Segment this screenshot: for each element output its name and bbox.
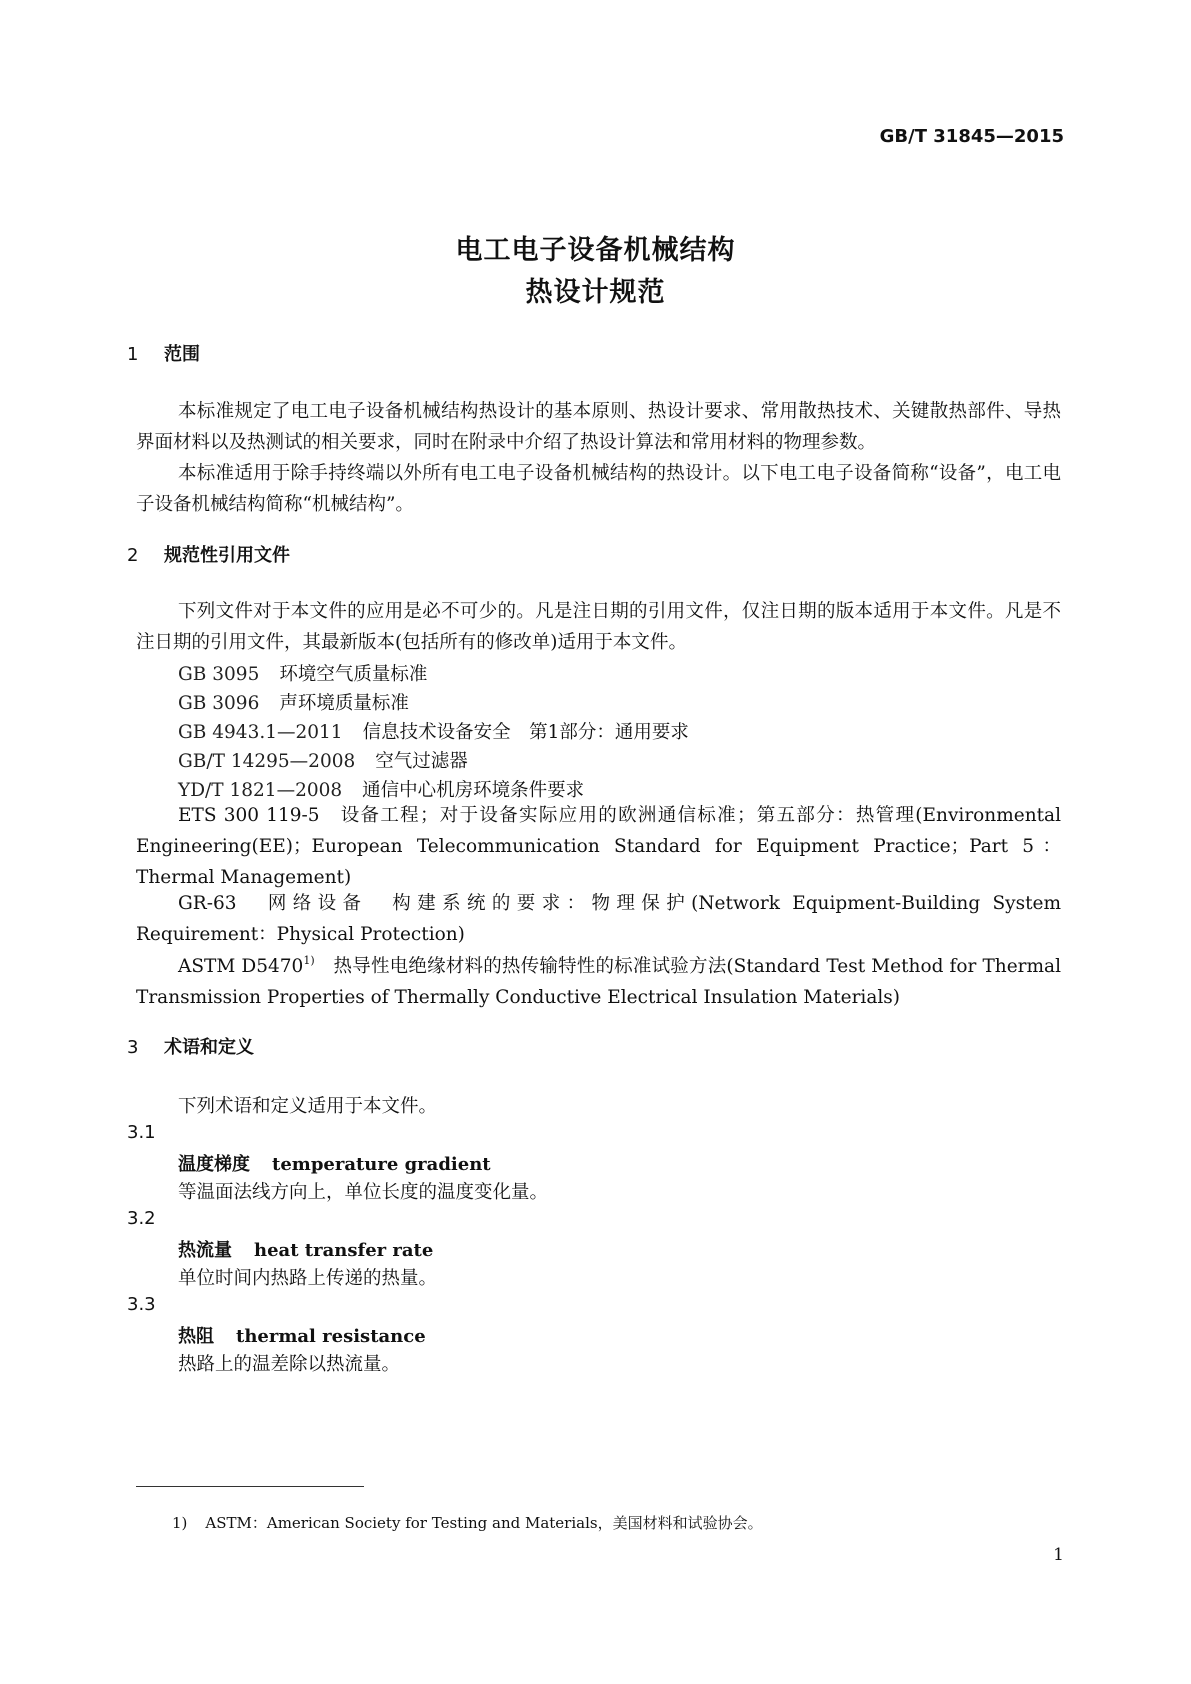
reference-title: 通信中心机房环境条件要求 (362, 780, 585, 801)
term-cn: 热流量 (178, 1240, 232, 1261)
section-number: 3 (127, 1037, 139, 1058)
document-title-line-2: 热设计规范 (525, 277, 666, 308)
reference-code: GB 3095 (178, 664, 260, 685)
section-1-heading (127, 340, 200, 366)
terms-intro: 下列术语和定义适用于本文件。 (178, 1096, 438, 1117)
reference-title: 信息技术设备安全 第1部分：通用要求 (362, 722, 689, 743)
footnote-text: ASTM：American Society for Testing and Materials，美国材料和试验协会。 (205, 1514, 763, 1532)
reference-code: ETS 300 119-5 (178, 805, 320, 826)
section-title: 术语和定义 (164, 1037, 254, 1058)
term-cn: 温度梯度 (178, 1154, 250, 1175)
reference-code: GR-63 (178, 893, 237, 914)
term-number: 3.2 (127, 1208, 156, 1229)
reference-code: GB 3096 (178, 693, 260, 714)
document-title-line-1: 电工电子设备机械结构 (455, 235, 736, 266)
footnote-marker: 1) (303, 954, 315, 967)
term-definition: 单位时间内热路上传递的热量。 (178, 1268, 438, 1289)
term-number: 3.3 (127, 1294, 156, 1315)
section-3-heading (127, 1033, 254, 1059)
scope-paragraph-1: 本标准规定了电工电子设备机械结构热设计的基本原则、热设计要求、常用散热技术、关键散热部件、导热界面材料以及热测试的相关要求，同时在附录中介绍了热设计算法和常用材料的物理参数。 (136, 401, 1061, 453)
reference-title: 空气过滤器 (375, 751, 468, 772)
section-title: 范围 (164, 344, 200, 365)
term-cn: 热阻 (178, 1326, 214, 1347)
reference-item (178, 660, 427, 686)
reference-title: 声环境质量标准 (279, 693, 409, 714)
term-heading (178, 1322, 426, 1348)
reference-item (178, 718, 689, 744)
footnote-number: 1) (172, 1514, 188, 1532)
section-number: 1 (127, 344, 139, 365)
reference-item (178, 776, 584, 802)
section-2-heading (127, 541, 290, 567)
reference-code: GB 4943.1—2011 (178, 722, 343, 743)
reference-item (178, 689, 409, 715)
section-title: 规范性引用文件 (164, 545, 290, 566)
reference-item-astm (136, 945, 1061, 1013)
reference-title: 网络设备 构建系统的要求：物理保护(Network Equipment-Building System Requirement：Physical Protection) (136, 893, 1061, 945)
page-number: 1 (1053, 1545, 1064, 1565)
reference-title: 环境空气质量标准 (279, 664, 428, 685)
footnote (172, 1512, 763, 1533)
standard-code: GB/T 31845—2015 (879, 126, 1064, 147)
term-en: thermal resistance (236, 1326, 426, 1347)
term-en: heat transfer rate (254, 1240, 434, 1261)
term-definition: 等温面法线方向上，单位长度的温度变化量。 (178, 1182, 549, 1203)
term-definition: 热路上的温差除以热流量。 (178, 1354, 401, 1375)
reference-item-ets (136, 800, 1061, 893)
reference-code: ASTM D5470 (178, 956, 304, 977)
reference-code: GB/T 14295—2008 (178, 751, 356, 772)
reference-item (178, 747, 468, 773)
term-heading (178, 1236, 433, 1262)
term-en: temperature gradient (272, 1154, 491, 1175)
section-number: 2 (127, 545, 139, 566)
reference-code: YD/T 1821—2008 (178, 780, 343, 801)
scope-paragraph-2: 本标准适用于除手持终端以外所有电工电子设备机械结构的热设计。以下电工电子设备简称“设备”，电工电子设备机械结构简称“机械结构”。 (136, 463, 1061, 515)
reference-title: 设备工程；对于设备实际应用的欧洲通信标准；第五部分：热管理(Environmental Engineering(EE)；European Telecommunication Standard for Equipment Practice；Part 5：Thermal Management) (136, 805, 1061, 888)
term-heading (178, 1150, 491, 1176)
footnote-rule (136, 1486, 364, 1487)
references-intro: 下列文件对于本文件的应用是必不可少的。凡是注日期的引用文件，仅注日期的版本适用于本文件。凡是不注日期的引用文件，其最新版本(包括所有的修改单)适用于本文件。 (136, 601, 1061, 653)
reference-item-gr63 (136, 888, 1061, 950)
reference-title: 热导性电绝缘材料的热传输特性的标准试验方法(Standard Test Method for Thermal Transmission Properties of Thermally Conductive Electrical Insulation Materials) (136, 956, 1061, 1008)
term-number: 3.1 (127, 1122, 156, 1143)
